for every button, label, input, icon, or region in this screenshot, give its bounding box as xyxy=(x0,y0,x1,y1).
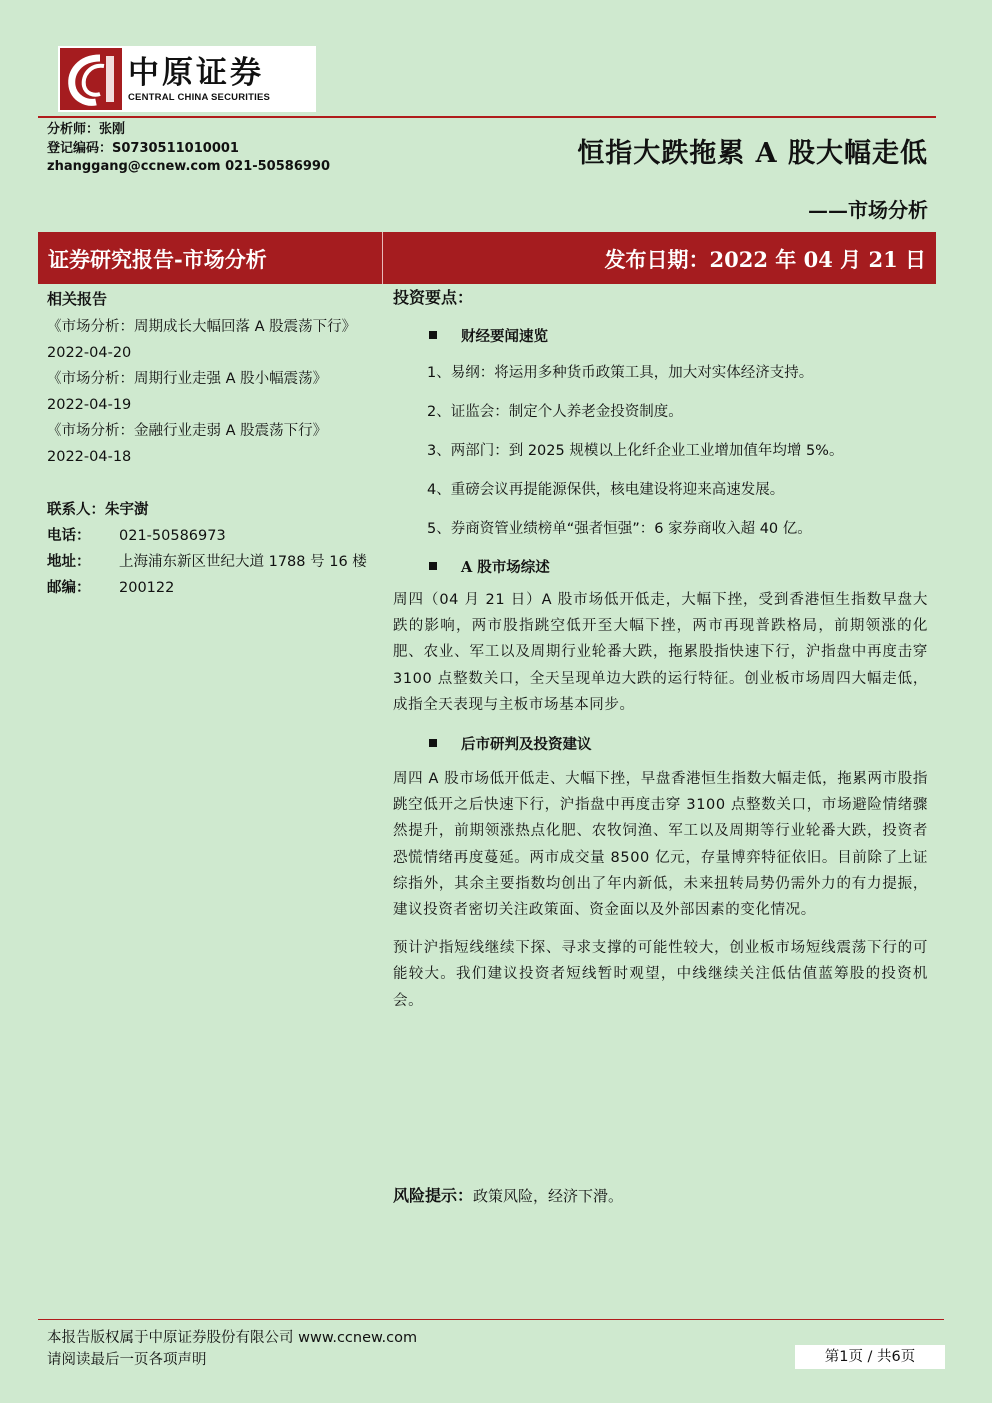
bullet-square-icon xyxy=(429,562,437,570)
contact-person-label: 联系人： xyxy=(47,501,105,518)
outlook-paragraph: 周四 A 股市场低开低走、大幅下挫，早盘香港恒生指数大幅走低，拖累两市股指跳空低开之后快速下行，沪指盘中再度击穿 3100 点整数关口，市场避险情绪骤然提升，前期领涨热点化肥、农牧饲渔、军工以及周期等行业轮番大跌，投资者恐慌情绪再度蔓延。两市成交量 8500 亿元，存量博弈特征依旧。目前除了上证综指外，其余主要指数均创出了年内新低，未来扭转局势仍需外力的有力提振，建议投资者密切关注政策面、资金面以及外部因素的变化情况。 xyxy=(393,771,928,919)
news-item: 2、证监会：制定个人养老金投资制度。 xyxy=(427,404,683,420)
logo-english-name: CENTRAL CHINA SECURITIES xyxy=(128,91,271,103)
address-label: 地址： xyxy=(47,553,91,570)
section-outlook-heading xyxy=(393,732,928,754)
report-subtitle: ——市场分析 xyxy=(808,198,928,222)
contact-person-name: 朱宇澍 xyxy=(105,501,149,518)
company-logo xyxy=(58,46,316,112)
logo-mark-icon xyxy=(60,48,122,110)
risk-text: 政策风险，经济下滑。 xyxy=(473,1187,624,1205)
bullet-square-icon xyxy=(429,331,437,339)
related-report-link[interactable]: 《市场分析：金融行业走弱 A 股震荡下行》 2022-04-18 xyxy=(47,423,328,465)
copyright-notice: 本报告版权属于中原证券股份有限公司 www.ccnew.com xyxy=(47,1330,418,1346)
postcode-row xyxy=(47,575,174,601)
related-reports-heading: 相关报告 xyxy=(47,290,108,308)
related-report-link[interactable]: 《市场分析：周期成长大幅回落 A 股震荡下行》 2022-04-20 xyxy=(47,319,357,361)
related-report-link[interactable]: 《市场分析：周期行业走强 A 股小幅震荡》 2022-04-19 xyxy=(47,371,328,413)
section-title: A 股市场综述 xyxy=(461,558,550,576)
phone-row xyxy=(47,523,226,549)
market-review-paragraph: 周四（04 月 21 日）A 股市场低开低走，大幅下挫，受到香港恒生指数早盘大跌的影响，两市股指跳空低开至大幅下挫，两市再现普跌格局，前期领涨的化肥、农业、军工以及周期行业轮番大跌，拖累股指快速下行，沪指盘中再度击穿 3100 点整数关口，全天呈现单边大跌的运行特征。创业板市场周四大幅走低，成指全天表现与主板市场基本同步。 xyxy=(393,592,928,713)
key-points-heading: 投资要点： xyxy=(393,288,474,307)
section-news-heading xyxy=(393,324,928,346)
main-content xyxy=(393,286,928,1014)
news-item: 1、易纲：将运用多种货币政策工具，加大对实体经济支持。 xyxy=(427,365,814,381)
registration-code: 登记编码：S0730511010001 xyxy=(47,141,239,156)
news-item: 5、券商资管业绩榜单“强者恒强”：6 家券商收入超 40 亿。 xyxy=(427,521,812,537)
outlook-paragraph: 预计沪指短线继续下探、寻求支撑的可能性较大，创业板市场短线震荡下行的可能较大。我们建议投资者短线暂时观望，中线继续关注低估值蓝筹股的投资机会。 xyxy=(393,940,928,1009)
postcode-label: 邮编： xyxy=(47,579,91,596)
address-row xyxy=(47,549,367,575)
disclaimer-note: 请阅读最后一页各项声明 xyxy=(47,1352,207,1368)
section-title: 财经要闻速览 xyxy=(461,327,548,345)
section-market-heading xyxy=(393,555,928,577)
analyst-contact: zhanggang@ccnew.com 021-50586990 xyxy=(47,159,330,174)
contact-person-row xyxy=(47,497,149,523)
phone-label: 电话： xyxy=(47,527,91,544)
news-item: 3、两部门：到 2025 规模以上化纤企业工业增加值年均增 5%。 xyxy=(427,443,844,459)
header-rule xyxy=(38,116,936,118)
footer-rule xyxy=(38,1319,944,1320)
analyst: 分析师：张刚 xyxy=(47,122,126,137)
news-item: 4、重磅会议再提能源保供，核电建设将迎来高速发展。 xyxy=(427,482,785,498)
risk-label: 风险提示： xyxy=(393,1186,474,1205)
bullet-square-icon xyxy=(429,739,437,747)
section-title: 后市研判及投资建议 xyxy=(461,735,592,753)
logo-chinese-name: 中原证券 xyxy=(128,54,264,91)
phone-value: 021-50586973 xyxy=(119,528,226,544)
address-value: 上海浦东新区世纪大道 1788 号 16 楼 xyxy=(119,554,367,570)
publish-date: 发布日期：2022 年 04 月 21 日 xyxy=(604,247,926,272)
report-category: 证券研究报告-市场分析 xyxy=(48,247,267,272)
banner-divider xyxy=(382,232,383,284)
report-title: 恒指大跌拖累 A 股大幅走低 xyxy=(577,138,928,169)
page-number: 第1页 / 共6页 xyxy=(795,1345,945,1369)
postcode-value: 200122 xyxy=(119,580,175,596)
risk-notice xyxy=(393,1183,623,1206)
